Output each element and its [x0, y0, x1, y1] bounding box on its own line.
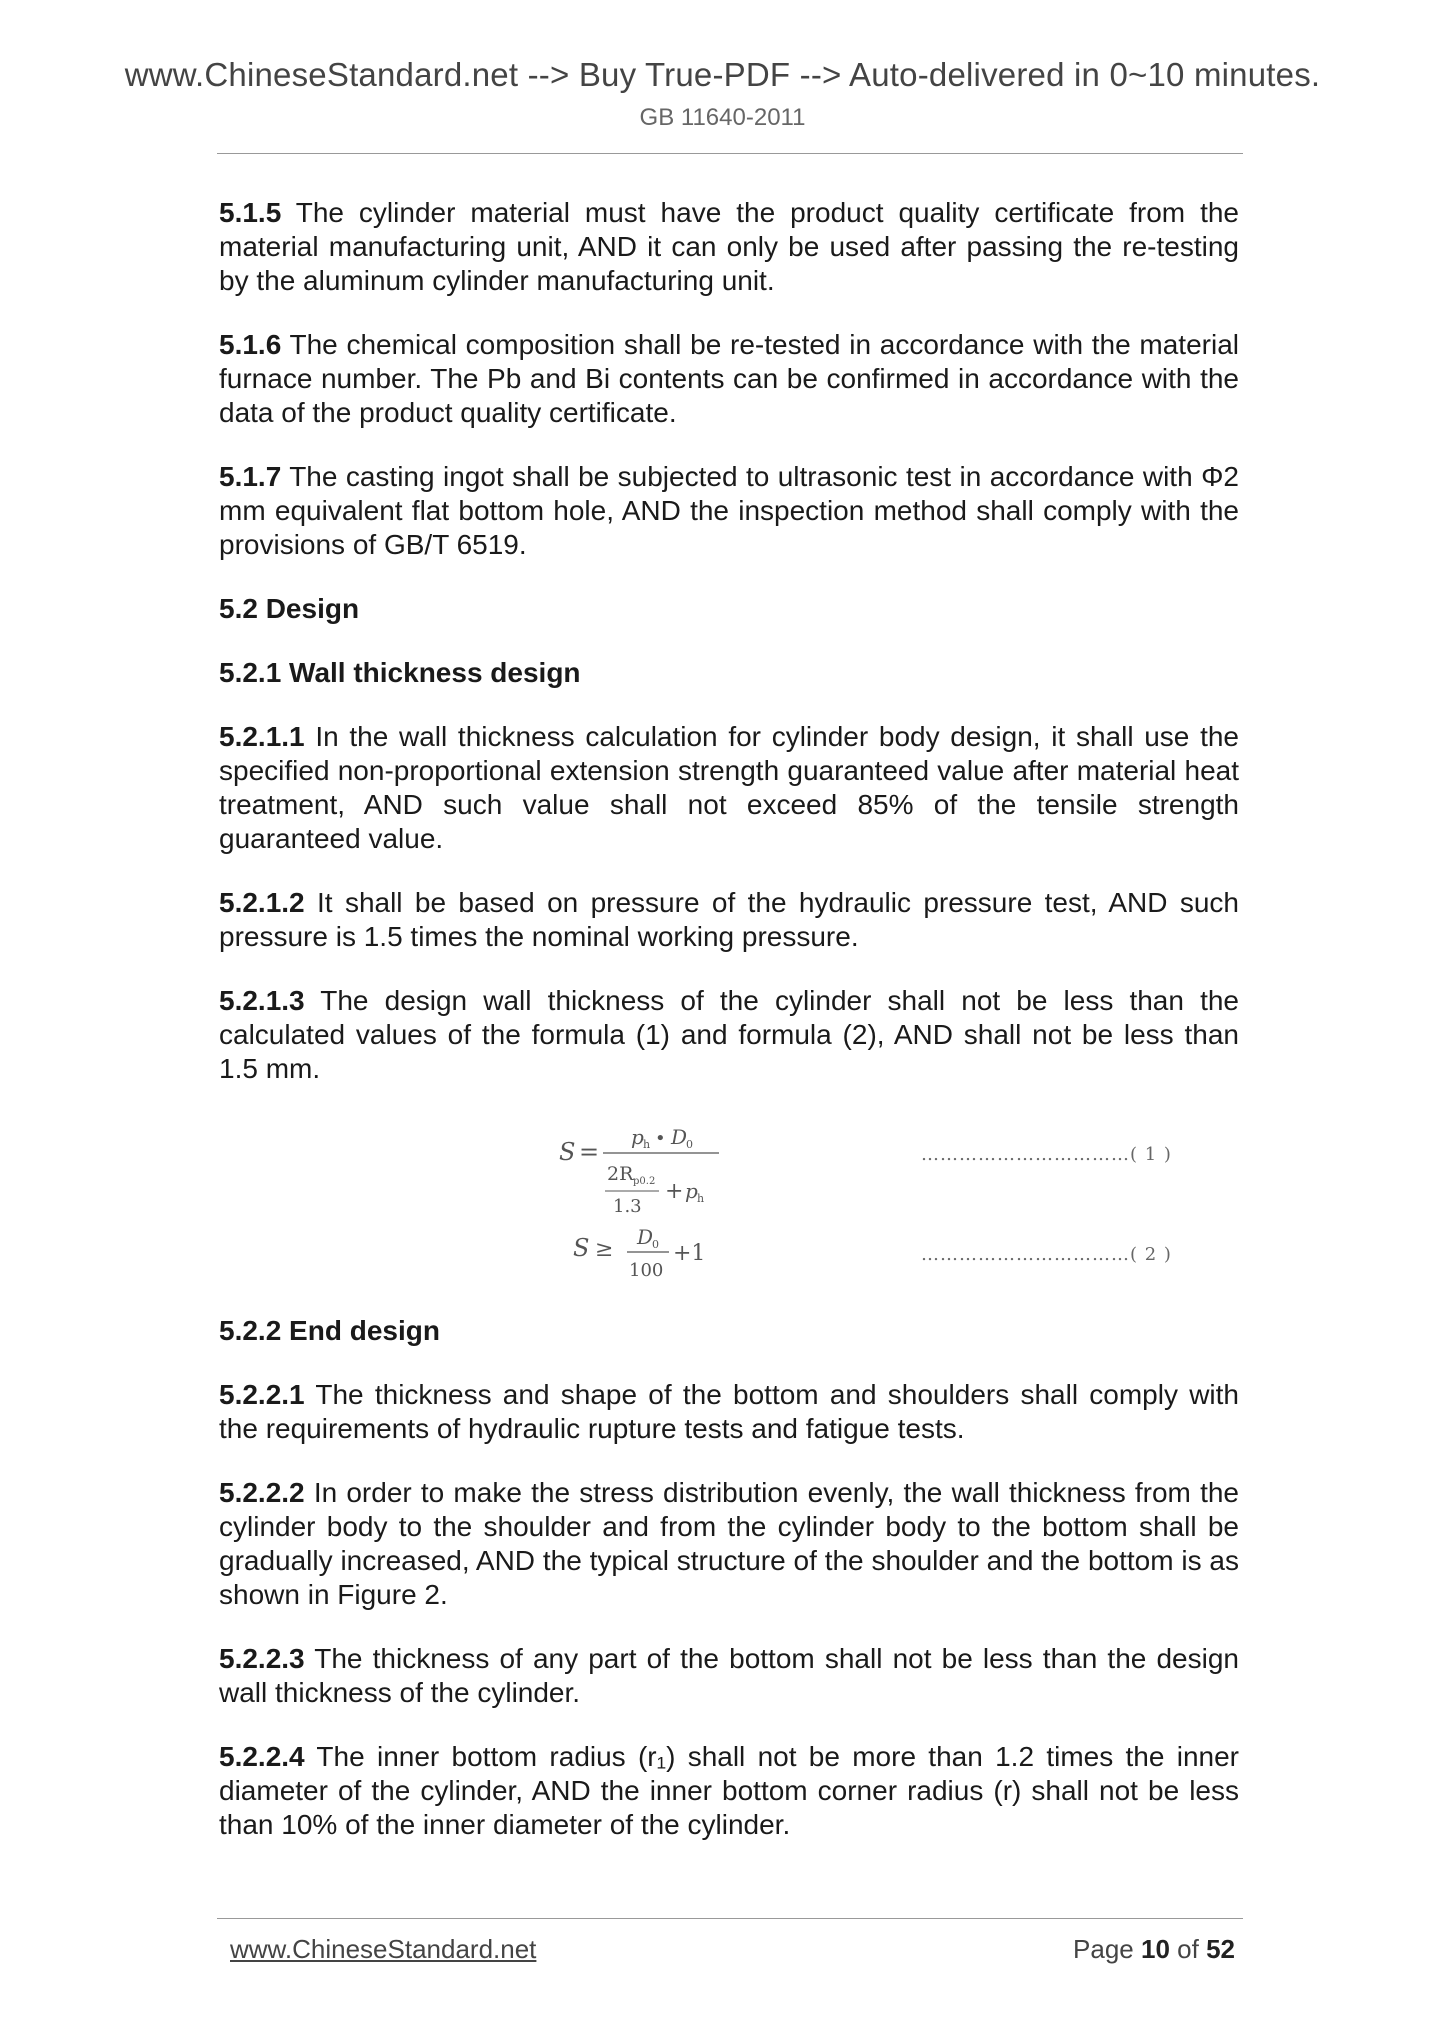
clause-5-1-7	[219, 460, 1239, 562]
formula-1-inner-den: 1.3	[613, 1196, 642, 1217]
formula-1	[559, 1125, 719, 1217]
page-indicator	[1073, 1934, 1235, 1965]
clause-text: The casting ingot shall be subjected to ultrasonic test in accordance with Φ2 mm equivalent flat bottom hole, AND the inspection method shall comply with the provisions of GB/T 6519.	[219, 461, 1239, 560]
heading-end-design: 5.2.2 End design	[219, 1315, 440, 1346]
clause-number: 5.2.2.3	[219, 1643, 305, 1674]
formula-2-tail: +1	[673, 1241, 706, 1266]
svg-text:+: +	[665, 1179, 684, 1204]
formula-1-inner-num: 2R	[607, 1163, 634, 1185]
standard-code: GB 11640-2011	[639, 104, 806, 131]
formula-2-lhs: S	[573, 1234, 590, 1262]
formula-1-plus-sub: h	[697, 1192, 705, 1205]
clause-5-2-1-2	[219, 886, 1239, 954]
formula-1-dots: ……………………………	[921, 1144, 1130, 1165]
formula-1-num-left: p	[631, 1125, 644, 1149]
formula-1-label: ( 1 )	[1130, 1144, 1172, 1165]
heading-wall-thickness: 5.2.1 Wall thickness design	[219, 657, 581, 688]
clause-text: The chemical composition shall be re-tested in accordance with the material furnace number. The Pb and Bi contents can be confirmed in accordance with the data of the product quality certificate.	[219, 329, 1239, 428]
clause-number: 5.2.2.2	[219, 1477, 305, 1508]
clause-number: 5.1.6	[219, 329, 282, 360]
footer-divider	[217, 1918, 1243, 1919]
formula-2-frac-den: 100	[629, 1260, 664, 1281]
formula-1-plus-term: p	[685, 1179, 698, 1203]
clause-5-1-6	[219, 328, 1239, 430]
clause-number: 5.2.1.1	[219, 721, 305, 752]
formula-2-operator: ≥	[595, 1237, 614, 1262]
clause-5-1-5	[219, 196, 1239, 298]
clause-number: 5.1.7	[219, 461, 282, 492]
heading-design: 5.2 Design	[219, 593, 360, 624]
clause-number: 5.2.2.1	[219, 1379, 305, 1410]
clause-text: It shall be based on pressure of the hydraulic pressure test, AND such pressure is 1.5 times the nominal working pressure.	[219, 887, 1239, 952]
header-divider	[217, 153, 1243, 154]
formula-2-frac-num: D	[637, 1225, 654, 1249]
site-banner[interactable]: www.ChineseStandard.net --> Buy True-PDF --> Auto-delivered in 0~10 minutes.	[124, 56, 1321, 93]
formula-2	[573, 1225, 705, 1281]
formula-2-frac-num-sub: 0	[652, 1238, 659, 1251]
clause-number: 5.1.5	[219, 197, 282, 228]
formula-2-label: ( 2 )	[1130, 1244, 1172, 1265]
formula-2-leader	[921, 1238, 1172, 1272]
clause-text: The cylinder material must have the product quality certificate from the material manufacturing unit, AND it can only be used after passing the re-testing by the aluminum cylinder manufacturing unit.	[219, 197, 1239, 296]
clause-text: The thickness and shape of the bottom and shoulders shall comply with the requirements of hydraulic rupture tests and fatigue tests.	[219, 1379, 1239, 1444]
clause-text: In order to make the stress distribution evenly, the wall thickness from the cylinder body to the shoulder and from the cylinder body to the bottom shall be gradually increased, AND the typical structure of the shoulder and the bottom is as shown in Figure 2.	[219, 1477, 1239, 1610]
formula-block	[219, 1116, 1239, 1286]
formula-1-leader	[921, 1138, 1172, 1172]
clause-5-2-2-2	[219, 1476, 1239, 1612]
page-content	[219, 196, 1239, 1872]
footer-site-link[interactable]: www.ChineseStandard.net	[230, 1934, 537, 1964]
svg-text:=: =	[579, 1138, 600, 1166]
formula-1-num-left-sub: h	[643, 1138, 651, 1151]
clause-text: In the wall thickness calculation for cylinder body design, it shall use the specified non-proportional extension strength guaranteed value after material heat treatment, AND such value shall not exceed 85% of the tensile strength guaranteed value.	[219, 721, 1239, 854]
clause-text: The design wall thickness of the cylinder shall not be less than the calculated values of the formula (1) and formula (2), AND shall not be less than 1.5 mm.	[219, 985, 1239, 1084]
formula-1-num-right: D	[671, 1125, 688, 1149]
svg-text:•: •	[655, 1128, 666, 1149]
clause-number: 5.2.1.3	[219, 985, 305, 1016]
formula-1-num-right-sub: 0	[686, 1138, 693, 1151]
total-pages: 52	[1206, 1934, 1235, 1964]
formula-2-dots: ……………………………	[921, 1244, 1130, 1265]
clause-5-2-2-4	[219, 1740, 1239, 1842]
clause-5-2-2-1	[219, 1378, 1239, 1446]
page-number: 10	[1141, 1934, 1170, 1964]
clause-number: 5.2.1.2	[219, 887, 305, 918]
formula-1-lhs: S	[559, 1138, 576, 1166]
clause-5-2-2-3	[219, 1642, 1239, 1710]
formula-graphic	[559, 1116, 919, 1286]
clause-5-2-1-1	[219, 720, 1239, 856]
clause-text: The thickness of any part of the bottom shall not be less than the design wall thickness of the cylinder.	[219, 1643, 1239, 1708]
formula-1-inner-sub: p0.2	[633, 1176, 656, 1187]
page-word: Page	[1073, 1934, 1134, 1964]
clause-5-2-1-3	[219, 984, 1239, 1086]
clause-number: 5.2.2.4	[219, 1741, 305, 1772]
clause-text: The inner bottom radius (r₁) shall not be more than 1.2 times the inner diameter of the cylinder, AND the inner bottom corner radius (r) shall not be less than 10% of the inner diameter of the cylinder.	[219, 1741, 1239, 1840]
of-word: of	[1177, 1934, 1199, 1964]
